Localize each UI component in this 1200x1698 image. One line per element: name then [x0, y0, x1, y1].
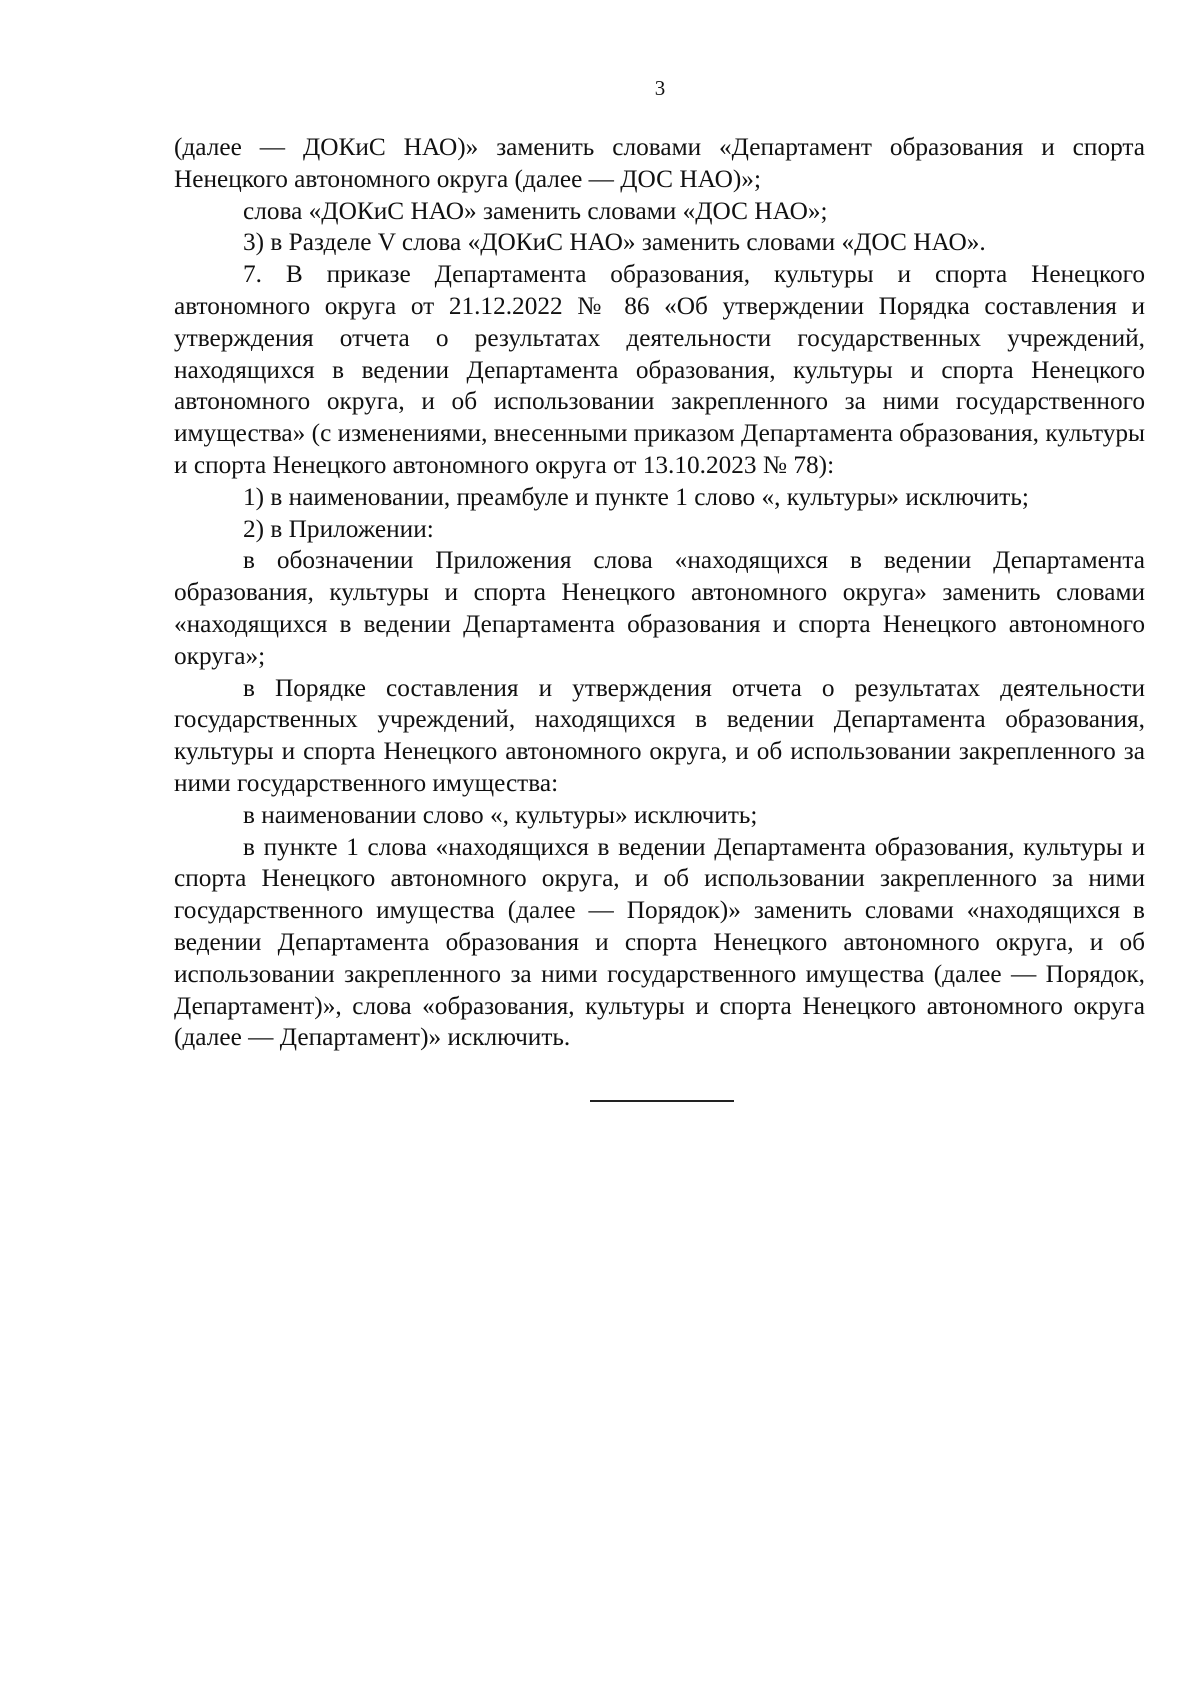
paragraph: слова «ДОКиС НАО» заменить словами «ДОС НАО»;	[243, 196, 828, 225]
paragraph: в наименовании слово «, культуры» исключить;	[243, 800, 758, 829]
paragraph: в обозначении Приложения слова «находящихся в ведении Департамента образования, культуры и спорта Ненецкого автономного округа» заменить словами «находящихся в ведении Департамента образования и спорта Ненецкого автономного округа»;	[174, 546, 1145, 670]
page-number: 3	[654, 76, 666, 100]
paragraph: 7. В приказе Департамента образования, культуры и спорта Ненецкого автономного округа от 21.12.2022 № 86 «Об утверждении Порядка составления и утверждения отчета о результатах деятельности государственных учреждений, находящихся в ведении Департамента образования, культуры и спорта Ненецкого автономного округа, и об использовании закрепленного за ними государственного имущества» (с изменениями, внесенными приказом Департамента образования, культуры и спорта Ненецкого автономного округа от 13.10.2023 № 78):	[174, 260, 1145, 479]
end-of-document-rule	[590, 1100, 734, 1102]
paragraph: 3) в Разделе V слова «ДОКиС НАО» заменить словами «ДОС НАО».	[243, 228, 986, 257]
paragraph: в Порядке составления и утверждения отчета о результатах деятельности государственных учреждений, находящихся в ведении Департамента образования, культуры и спорта Ненецкого автономного округа, и об использовании закрепленного за ними государственного имущества:	[174, 673, 1145, 797]
document-body	[174, 132, 1145, 1054]
paragraph: 1) в наименовании, преамбуле и пункте 1 слово «, культуры» исключить;	[243, 482, 1029, 511]
paragraph: в пункте 1 слова «находящихся в ведении Департамента образования, культуры и спорта Ненецкого автономного округа, и об использовании закрепленного за ними государственного имущества (далее — Порядок)» заменить словами «находящихся в ведении Департамента образования и спорта Ненецкого автономного округа, и об использовании закрепленного за ними государственного имущества (далее — Порядок, Департамент)», слова «образования, культуры и спорта Ненецкого автономного округа (далее — Департамент)» исключить.	[174, 832, 1145, 1052]
paragraph-continuation: (далее — ДОКиС НАО)» заменить словами «Департамент образования и спорта Ненецкого автономного округа (далее — ДОС НАО)»;	[174, 133, 1145, 193]
paragraph: 2) в Приложении:	[243, 514, 434, 543]
